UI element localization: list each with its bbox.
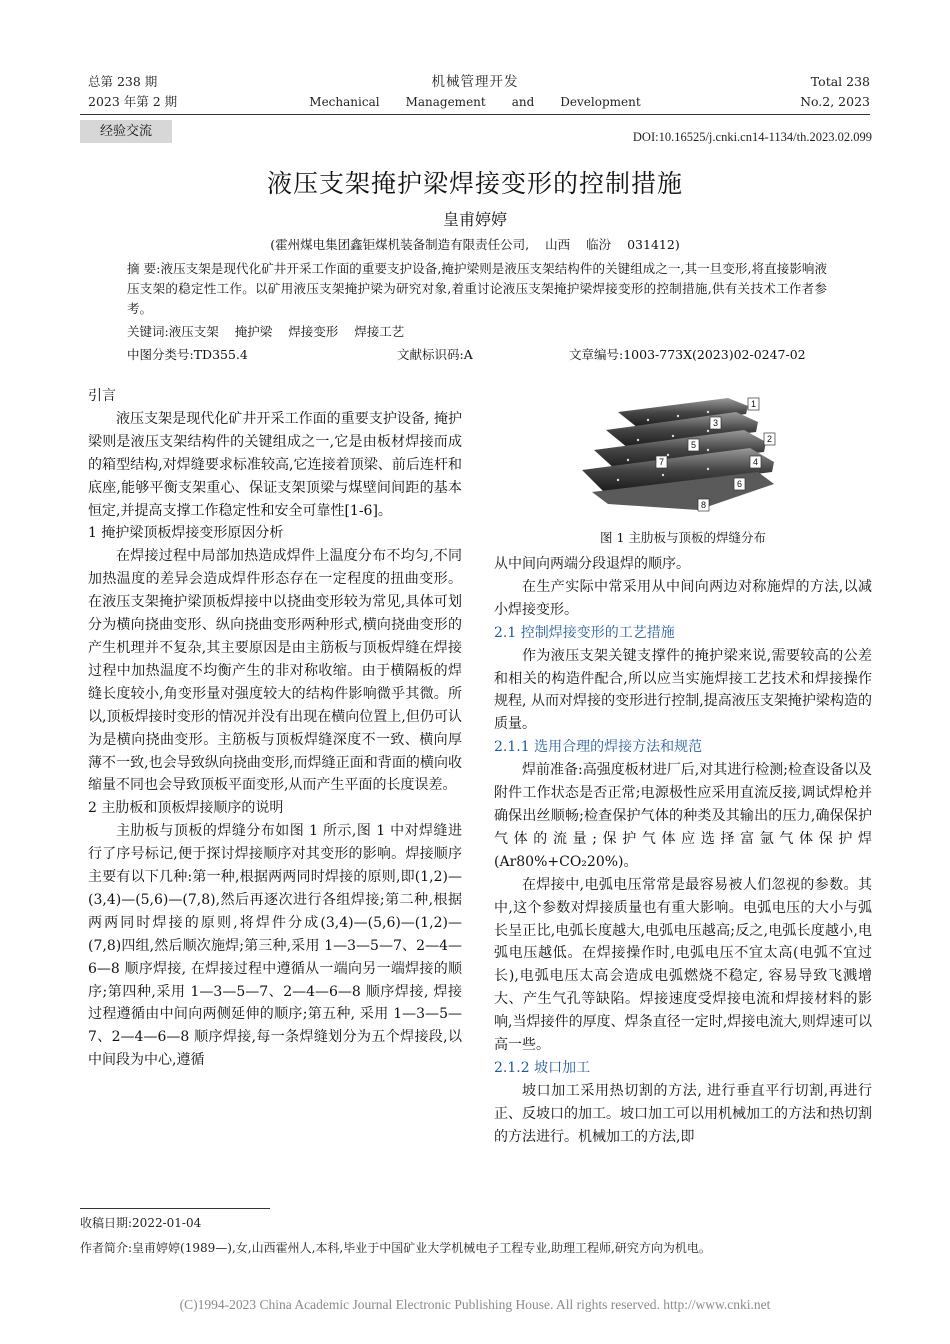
paragraph: 主肋板与顶板的焊缝分布如图 1 所示,图 1 中对焊缝进行了序号标记,便于探讨焊接顺序对其变形的影响。焊接顺序主要有以下几种:第一种,根据两两同时焊接的原则,即(1,2)—(3,4)—(5,6)—(7,8),然后再逐次进行各组焊接;第二种,根据两两同时焊接的原则,将焊件分成(3,4)—(5,6)—(1,2)—(7,8)四组,然后顺次施焊;第三种,采用 1—3—5—7、2—4—6—8 顺序焊接, 在焊接过程中遵循从一端向另一端焊接的顺序;第四种,采用 1—3—5—7、2—4—6—8 顺序焊接, 焊接过程遵循由中间向两侧延伸的顺序;第五种, 采用 1—3—5—7、2—4—6—8 顺序焊接,每一条焊缝划分为五个焊接段,以中间段为中心,遵循 [88, 823, 462, 1069]
keyword: 焊接工艺 [354, 324, 405, 339]
figure-1-caption: 图 1 主肋板与顶板的焊缝分布 [600, 530, 766, 545]
paragraph: 作为液压支架关键支撑件的掩护梁来说,需要较高的公差和相关的构造件配合,所以应当实施焊接工艺技术和焊接操作规程, 从而对焊接的变形进行控制,提高液压支架掩护梁构造的质量。 [494, 647, 872, 733]
received-date: 收稿日期:2022-01-04 [80, 1216, 202, 1230]
figure-1 [578, 392, 783, 517]
journal-name [300, 72, 650, 112]
author-affiliation [0, 235, 950, 253]
section-heading: 1 掩护梁顶板焊接变形原因分析 [88, 525, 284, 542]
journal-name-cn: 机械管理开发 [431, 74, 519, 90]
article-number: 文章编号:1003-773X(2023)02-0247-02 [569, 347, 806, 362]
weld-label: 3 [713, 418, 719, 428]
weld-label: 2 [767, 434, 773, 444]
right-column [494, 553, 872, 1149]
keywords-label: 关键词: [127, 324, 169, 339]
issue-info-en [800, 72, 870, 112]
subsection-heading: 2.1.1 选用合理的焊接方法和规范 [494, 739, 703, 756]
journal-en-word: Mechanical [309, 95, 380, 109]
keyword: 焊接变形 [288, 324, 339, 339]
keywords [127, 322, 420, 340]
journal-name-en [300, 92, 650, 112]
subsection-heading: 2.1.2 坡口加工 [494, 1059, 591, 1076]
left-column [88, 385, 462, 1072]
journal-en-word: Management [405, 95, 486, 109]
issue-total: 总第 238 期 [88, 74, 158, 89]
paragraph: 在焊接过程中局部加热造成焊件上温度分布不均匀,不同加热温度的差异会造成焊件形态存在一定程度的扭曲变形。在液压支架掩护梁顶板焊接中以挠曲变形较为常见,具体可划分为横向挠曲变形、纵向挠曲变形两种形式,横向挠曲变形的产生机理并不复杂,其主要原因是由主筋板与顶板焊缝在焊接过程中加热温度不均衡产生的非对称收缩。由于横隔板的焊缝长度较小,角变形量对强度较大的结构件影响微乎其微。所以,顶板焊接时变形的情况并没有出现在横向位置上,但仍可认为是横向挠曲变形。主筋板与顶板焊缝深度不一致、横向厚薄不一致,也会导致纵向挠曲变形,而焊缝正面和背面的横向收缩量不同也会导致顶板平面变形,从而产生平面的长度误差。 [88, 548, 462, 794]
paragraph: 在生产实际中常采用从中间向两边对称施焊的方法,以减小焊接变形。 [494, 578, 872, 618]
affiliation-postcode: 031412) [627, 237, 680, 252]
journal-en-word: and [511, 95, 535, 109]
classification-number: 中图分类号:TD355.4 [127, 347, 248, 362]
affiliation-city: 临汾 [586, 237, 612, 252]
keyword: 掩护梁 [234, 324, 273, 339]
author-bio: 作者简介:皇甫婷婷(1989—),女,山西霍州人,本科,毕业于中国矿业大学机械电子工程专业,助理工程师,研究方向为机电。 [80, 1241, 711, 1255]
keyword: 液压支架 [168, 324, 219, 339]
issue-total-en: Total 238 [810, 74, 870, 89]
issue-year: 2023 年第 2 期 [88, 94, 178, 109]
paragraph: 液压支架是现代化矿井开采工作面的重要支护设备, 掩护梁则是液压支架结构件的关键组成之一,它是由板材焊接而成的箱型结构,对焊缝要求标准较高,它连接着顶梁、前后连杆和底座,能够平衡支架重心、保证支架顶梁与煤壁间间距的基本恒定,并提高支撑工作稳定性和安全可靠性[1-6]。 [88, 410, 462, 519]
section-heading: 引言 [88, 388, 116, 404]
weld-label: 4 [753, 457, 759, 467]
affiliation-province: 山西 [545, 237, 571, 252]
paragraph: 在焊接中,电弧电压常常是最容易被人们忽视的参数。其中,这个参数对焊接质量也有重大影响。电弧电压的大小与弧长呈正比,电弧长度越大,电弧电压越高;反之,电弧长度越小,电弧电压越低。在焊接操作时,电弧电压不宜太高(电弧不宜过长),电弧电压太高会造成电弧燃烧不稳定, 容易导致飞溅增大、产生气孔等缺陷。焊接速度受焊接电流和焊接材料的影响,当焊接件的厚度、焊条直径一定时,焊接电流大,则焊速可以高一些。 [494, 876, 872, 1054]
copyright-notice: (C)1994-2023 China Academic Journal Electronic Publishing House. All rights reserved. http://www.cnki.net [179, 1297, 771, 1312]
paragraph: 从中间向两端分段退焊的顺序。 [494, 556, 690, 572]
issue-no-en: No.2, 2023 [800, 94, 870, 109]
affiliation-org: (霍州煤电集团鑫钜煤机装备制造有限责任公司, [270, 237, 530, 252]
paper-title: 液压支架掩护梁焊接变形的控制措施 [266, 169, 683, 198]
doi: DOI:10.16525/j.cnki.cn14-1134/th.2023.02.099 [632, 130, 872, 144]
weld-label: 5 [691, 440, 697, 450]
article-meta [127, 345, 827, 363]
subsection-heading: 2.1 控制焊接变形的工艺措施 [494, 624, 675, 641]
weld-distribution-diagram [578, 392, 783, 517]
issue-info [88, 72, 177, 112]
weld-label: 6 [737, 479, 743, 489]
paper-author: 皇甫婷婷 [442, 210, 507, 229]
abstract: 摘 要:液压支架是现代化矿井开采工作面的重要支护设备,掩护梁则是液压支架结构件的关键组成之一,其一旦变形,将直接影响液压支架的稳定性工作。以矿用液压支架掩护梁为研究对象,着重讨论液压支架掩护梁焊接变形的控制措施,供有关技术工作者参考。 [127, 261, 827, 316]
weld-label: 8 [701, 500, 707, 510]
section-heading: 2 主肋板和顶板焊接顺序的说明 [88, 800, 284, 817]
header-rule [80, 114, 870, 115]
journal-en-word: Development [560, 95, 641, 109]
paragraph: 焊前准备:高强度板材进厂后,对其进行检测;检查设备以及附件工作状态是否正常;电源极性应采用直流反接,调试焊枪并确保出丝顺畅;检查保护气体的种类及其输出的压力,确保保护气体的流量;保护气体应选择富氩气体保护焊(Ar80%+CO₂20%)。 [494, 762, 872, 870]
weld-label: 1 [751, 399, 757, 409]
section-tag: 经验交流 [80, 120, 172, 143]
weld-label: 7 [659, 457, 665, 467]
footnote-rule [80, 1208, 270, 1209]
paragraph: 坡口加工采用热切割的方法, 进行垂直平行切割,再进行正、反坡口的加工。坡口加工可以用机械加工的方法和热切割的方法进行。机械加工的方法,即 [494, 1082, 872, 1145]
document-code: 文献标识码:A [397, 347, 473, 362]
